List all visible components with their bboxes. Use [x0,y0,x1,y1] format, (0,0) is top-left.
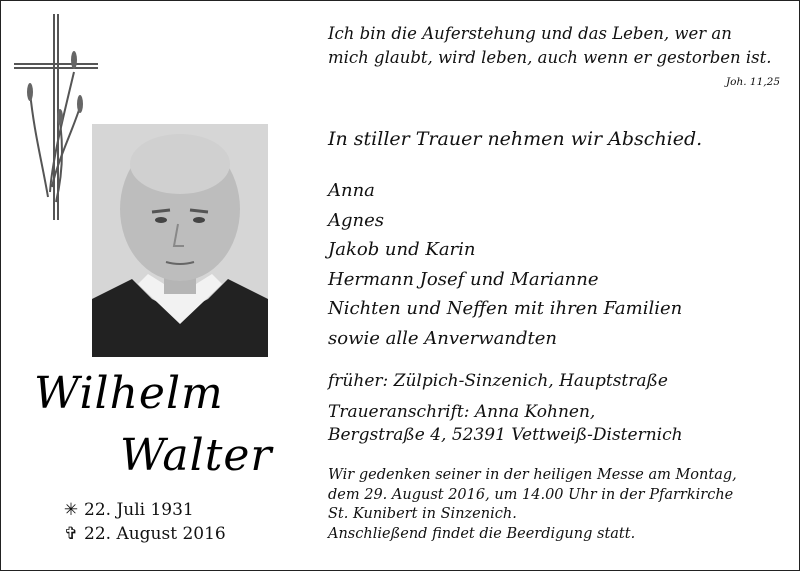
verse-reference: Joh. 11,25 [725,76,780,88]
death-cross-icon: ✞ [63,524,79,544]
address-block [328,370,683,448]
mourner: sowie alle Anverwandten [328,327,557,349]
portrait-photo [92,124,268,357]
deceased-last-name: Walter [120,430,273,481]
deceased-first-name: Wilhelm [34,368,224,419]
life-dates [62,498,226,546]
mass-notice [328,466,737,544]
mourner: Jakob und Karin [328,239,476,260]
mourners-list [328,176,682,353]
mourning-address-line2: Bergstraße 4, 52391 Vettweiß-Disternich [328,425,683,445]
birth-star-icon: ✳ [63,500,79,520]
mourning-address-line1: Traueranschrift: Anna Kohnen, [328,401,596,422]
notice-line: Anschließend findet die Beerdigung statt. [328,525,636,542]
death-date-row [62,522,226,546]
mourner: Agnes [328,209,385,231]
mourner: Anna [328,180,375,201]
birth-date: 22. Juli 1931 [84,500,194,520]
verse-line: mich glaubt, wird leben, auch wenn er gestorben ist. [328,48,772,67]
verse-line: Ich bin die Auferstehung und das Leben, wer an [328,24,732,43]
death-date: 22. August 2016 [84,524,226,544]
notice-line: St. Kunibert in Sinzenich. [328,506,517,522]
mourner: Nichten und Neffen mit ihren Familien [328,298,683,319]
mourner: Hermann Josef und Marianne [328,268,599,290]
headline: In stiller Trauer nehmen wir Abschied. [328,128,703,150]
notice-line: dem 29. August 2016, um 14.00 Uhr in der Pfarrkirche [328,486,734,503]
birth-date-row [62,498,226,522]
bible-verse [328,22,772,70]
notice-line: Wir gedenken seiner in der heiligen Messe am Montag, [328,467,737,483]
former-address: früher: Zülpich-Sinzenich, Hauptstraße [328,371,668,391]
cross-with-wheat-icon [12,12,102,224]
